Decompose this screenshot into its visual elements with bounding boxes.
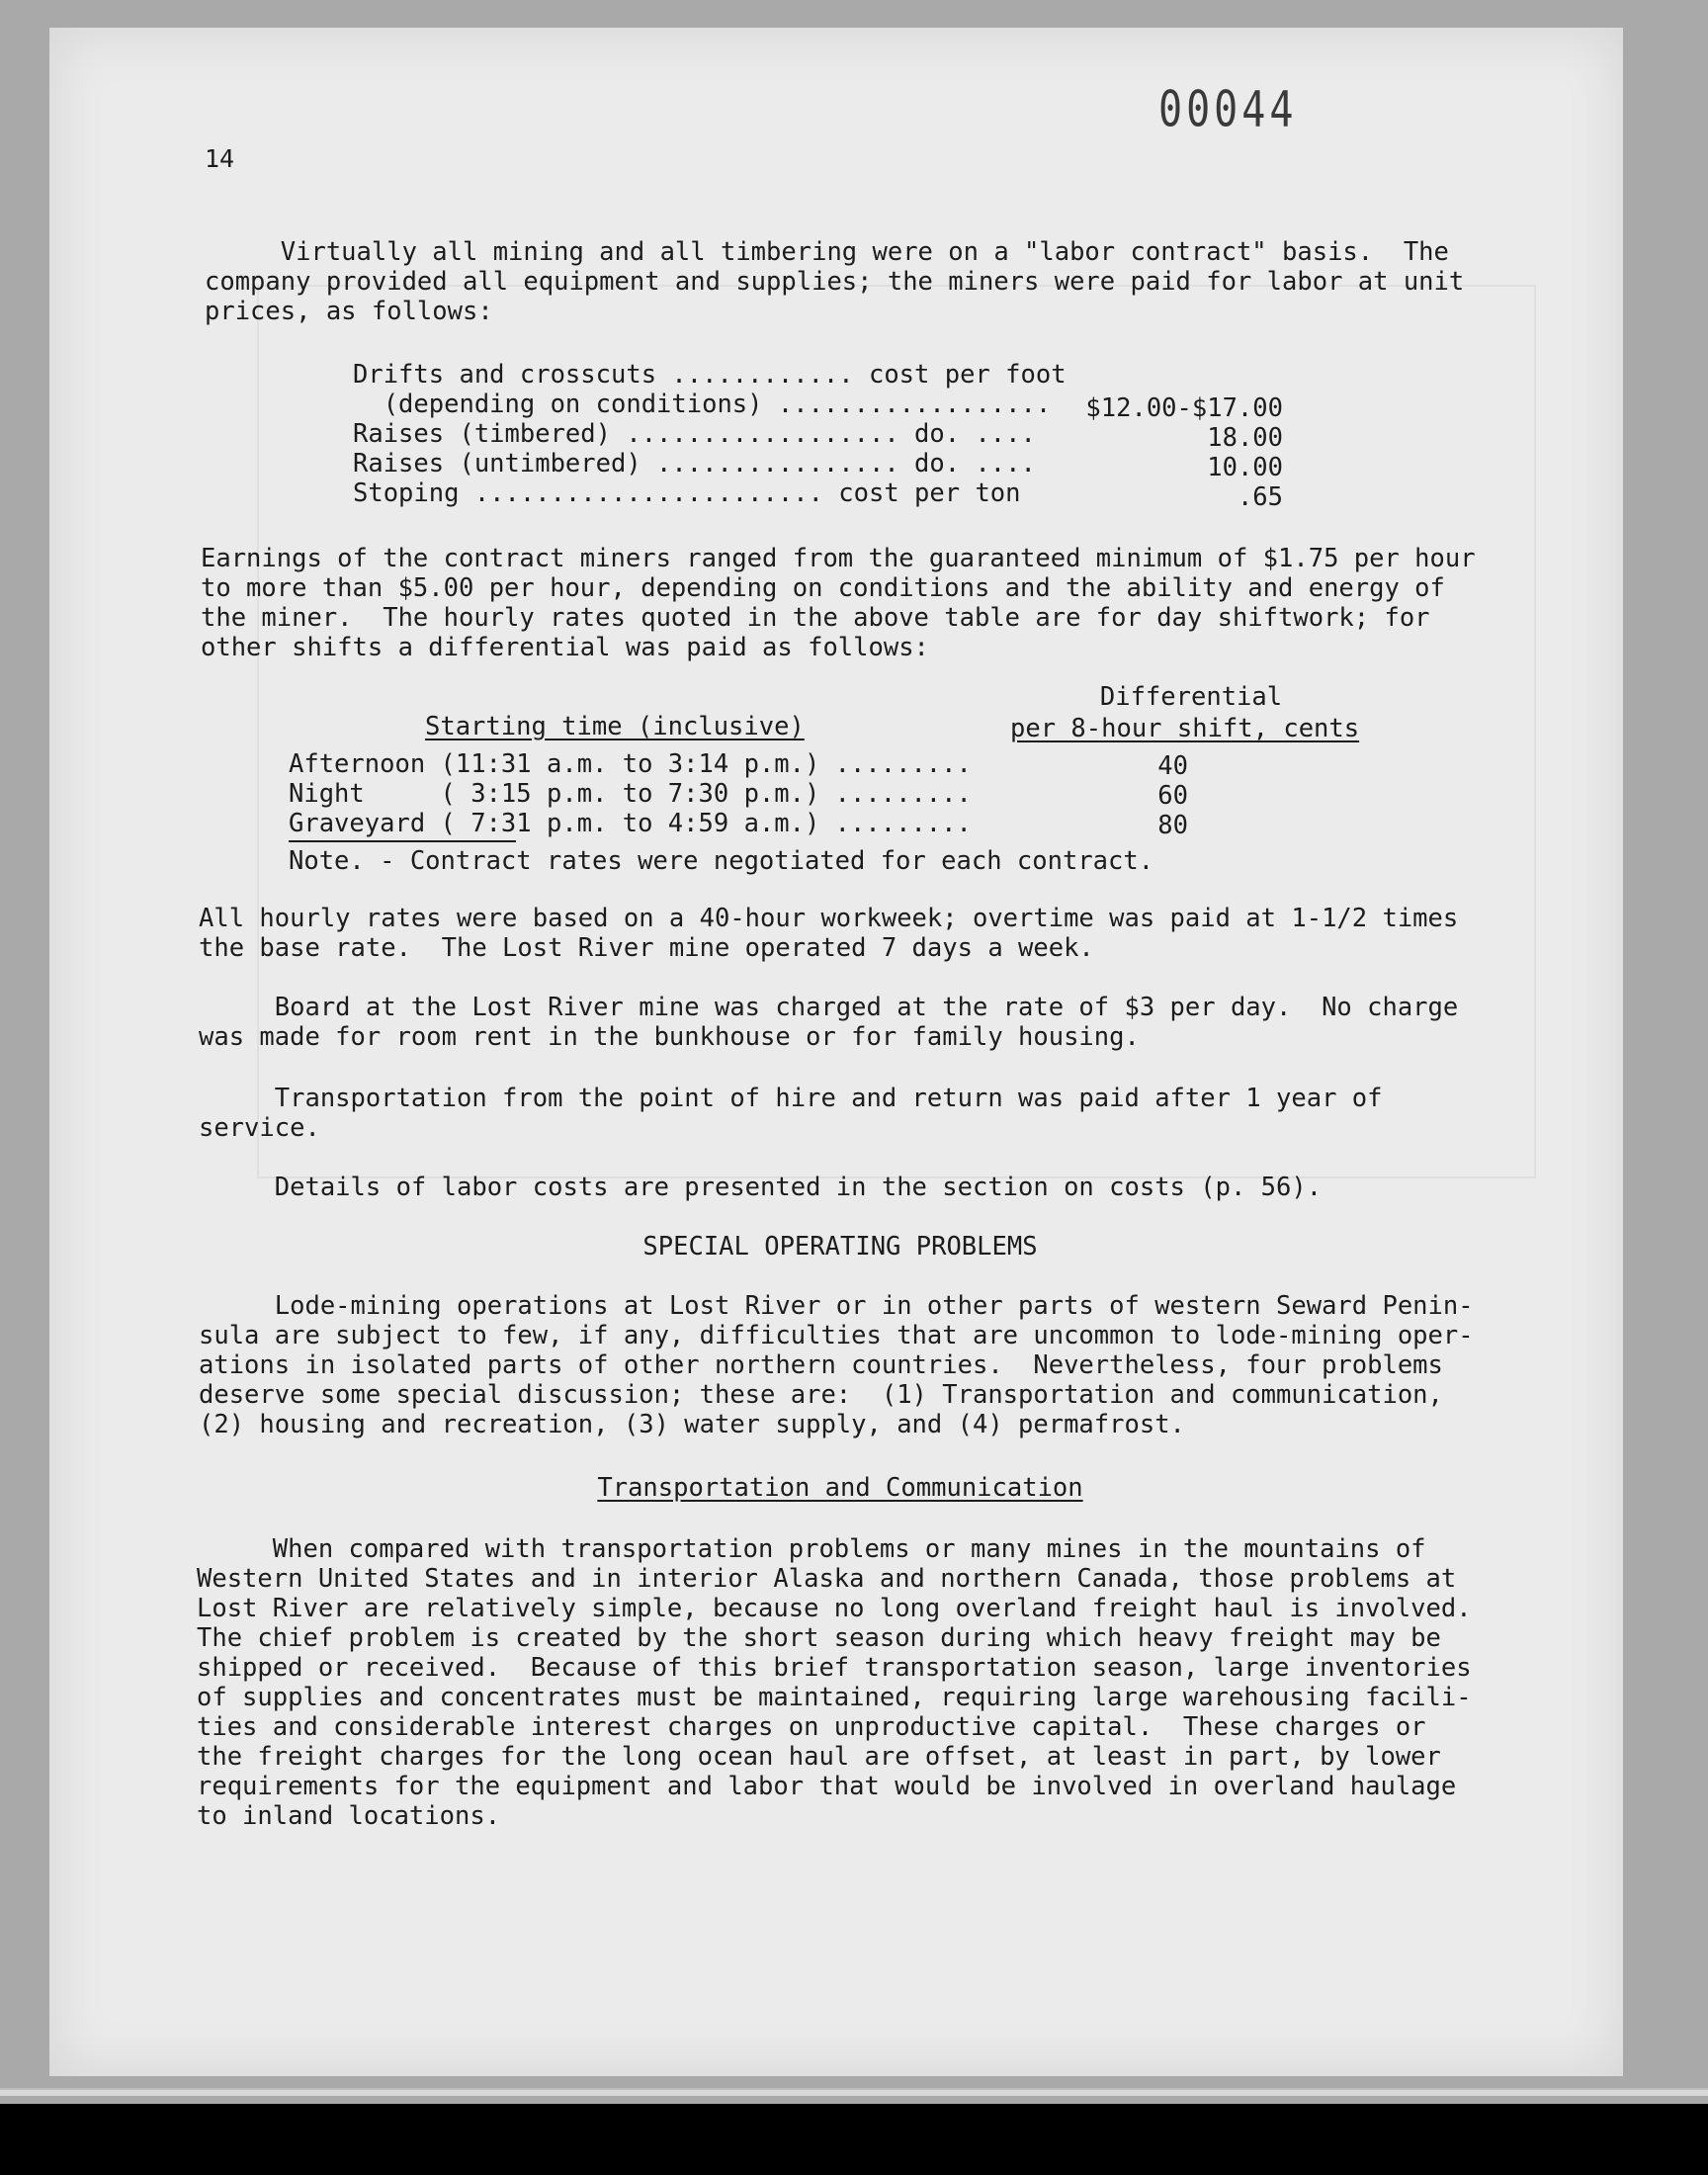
price-row-label: Raises (timbered) .................. do. .... <box>353 419 1036 449</box>
header-starting-time: Starting time (inclusive) <box>425 712 805 741</box>
text-line: the freight charges for the long ocean haul are offset, at least in part, by lower <box>197 1742 1441 1772</box>
text-line: (2) housing and recreation, (3) water supply, and (4) permafrost. <box>199 1410 1185 1439</box>
text-line: the base rate. The Lost River mine operated 7 days a week. <box>199 933 1094 963</box>
text-line: service. <box>199 1113 320 1143</box>
text-line: ties and considerable interest charges on unproductive capital. These charges or <box>197 1712 1426 1742</box>
shift-row-label: Afternoon (11:31 a.m. to 3:14 p.m.) ......... <box>289 749 972 779</box>
shift-row-value: 80 <box>1157 811 1188 840</box>
text-line: Lode-mining operations at Lost River or in other parts of western Seward Penin- <box>199 1291 1474 1321</box>
text-line: sula are subject to few, if any, difficulties that are uncommon to lode-mining oper- <box>199 1321 1474 1350</box>
text-line: requirements for the equipment and labor that would be involved in overland haulage <box>197 1772 1457 1801</box>
text-line: to inland locations. <box>197 1801 501 1831</box>
table-note: Note. - Contract rates were negotiated for each contract. <box>289 846 1154 876</box>
text-line: Virtually all mining and all timbering were on a "labor contract" basis. The <box>205 237 1449 267</box>
text-line: deserve some special discussion; these are: (1) Transportation and communication, <box>199 1380 1443 1410</box>
price-row-label: Drifts and crosscuts ............ cost per foot <box>353 360 1067 390</box>
text-line: Transportation from the point of hire and return was paid after 1 year of <box>199 1084 1383 1113</box>
shift-row-label: Night ( 3:15 p.m. to 7:30 p.m.) ......... <box>289 779 972 809</box>
page-stamp: 00044 <box>1158 81 1298 138</box>
text-line: shipped or received. Because of this brief transportation season, large inventories <box>197 1653 1472 1683</box>
section-heading: SPECIAL OPERATING PROBLEMS <box>642 1232 1038 1262</box>
text-line: the miner. The hourly rates quoted in the above table are for day shiftwork; for <box>201 603 1430 633</box>
price-row-value: 10.00 <box>1207 453 1283 482</box>
price-row-value: .65 <box>1237 482 1283 512</box>
text-line: ations in isolated parts of other northern countries. Nevertheless, four problems <box>199 1350 1443 1380</box>
text-line: of supplies and concentrates must be maintained, requiring large warehousing facili- <box>197 1683 1472 1712</box>
price-row-value: $12.00-$17.00 <box>1085 393 1283 423</box>
text-line: Lost River are relatively simple, because no long overland freight haul is involved. <box>197 1594 1472 1623</box>
shift-row-value: 60 <box>1157 781 1188 811</box>
price-row-label: Raises (untimbered) ................ do. .... <box>353 449 1036 478</box>
header-differential: Differential <box>1099 682 1283 712</box>
price-row-value: 18.00 <box>1207 423 1283 453</box>
text-line: Earnings of the contract miners ranged from the guaranteed minimum of $1.75 per hour <box>201 544 1476 573</box>
price-row-label: (depending on conditions) .................. <box>353 390 1052 419</box>
text-line: to more than $5.00 per hour, depending on conditions and the ability and energy of <box>201 573 1445 603</box>
subsection-heading: Transportation and Communication <box>597 1473 1083 1503</box>
text-line: other shifts a differential was paid as follows: <box>201 633 929 662</box>
text-line: When compared with transportation problems or many mines in the mountains of <box>197 1534 1426 1564</box>
table-rule <box>289 840 516 842</box>
text-line: company provided all equipment and supplies; the miners were paid for labor at unit <box>205 267 1465 297</box>
shift-row-value: 40 <box>1157 751 1188 781</box>
price-row-label: Stoping ....................... cost per ton <box>353 478 1021 508</box>
text-line: was made for room rent in the bunkhouse or for family housing. <box>199 1022 1140 1052</box>
text-line: Details of labor costs are presented in the section on costs (p. 56). <box>199 1173 1323 1202</box>
page-number: 14 <box>205 144 235 173</box>
text-line: Western United States and in interior Alaska and northern Canada, those problems at <box>197 1564 1457 1594</box>
text-line: prices, as follows: <box>205 297 493 326</box>
text-line: The chief problem is created by the short season during which heavy freight may be <box>197 1623 1441 1653</box>
scan-edge-line <box>0 2088 1708 2096</box>
scan-bottom-band <box>0 2104 1708 2175</box>
text-line: All hourly rates were based on a 40-hour workweek; overtime was paid at 1-1/2 times <box>199 904 1459 933</box>
shift-row-label: Graveyard ( 7:31 p.m. to 4:59 a.m.) ......... <box>289 809 972 838</box>
text-line: Board at the Lost River mine was charged at the rate of $3 per day. No charge <box>199 993 1459 1022</box>
header-per-shift: per 8-hour shift, cents <box>1010 714 1360 743</box>
